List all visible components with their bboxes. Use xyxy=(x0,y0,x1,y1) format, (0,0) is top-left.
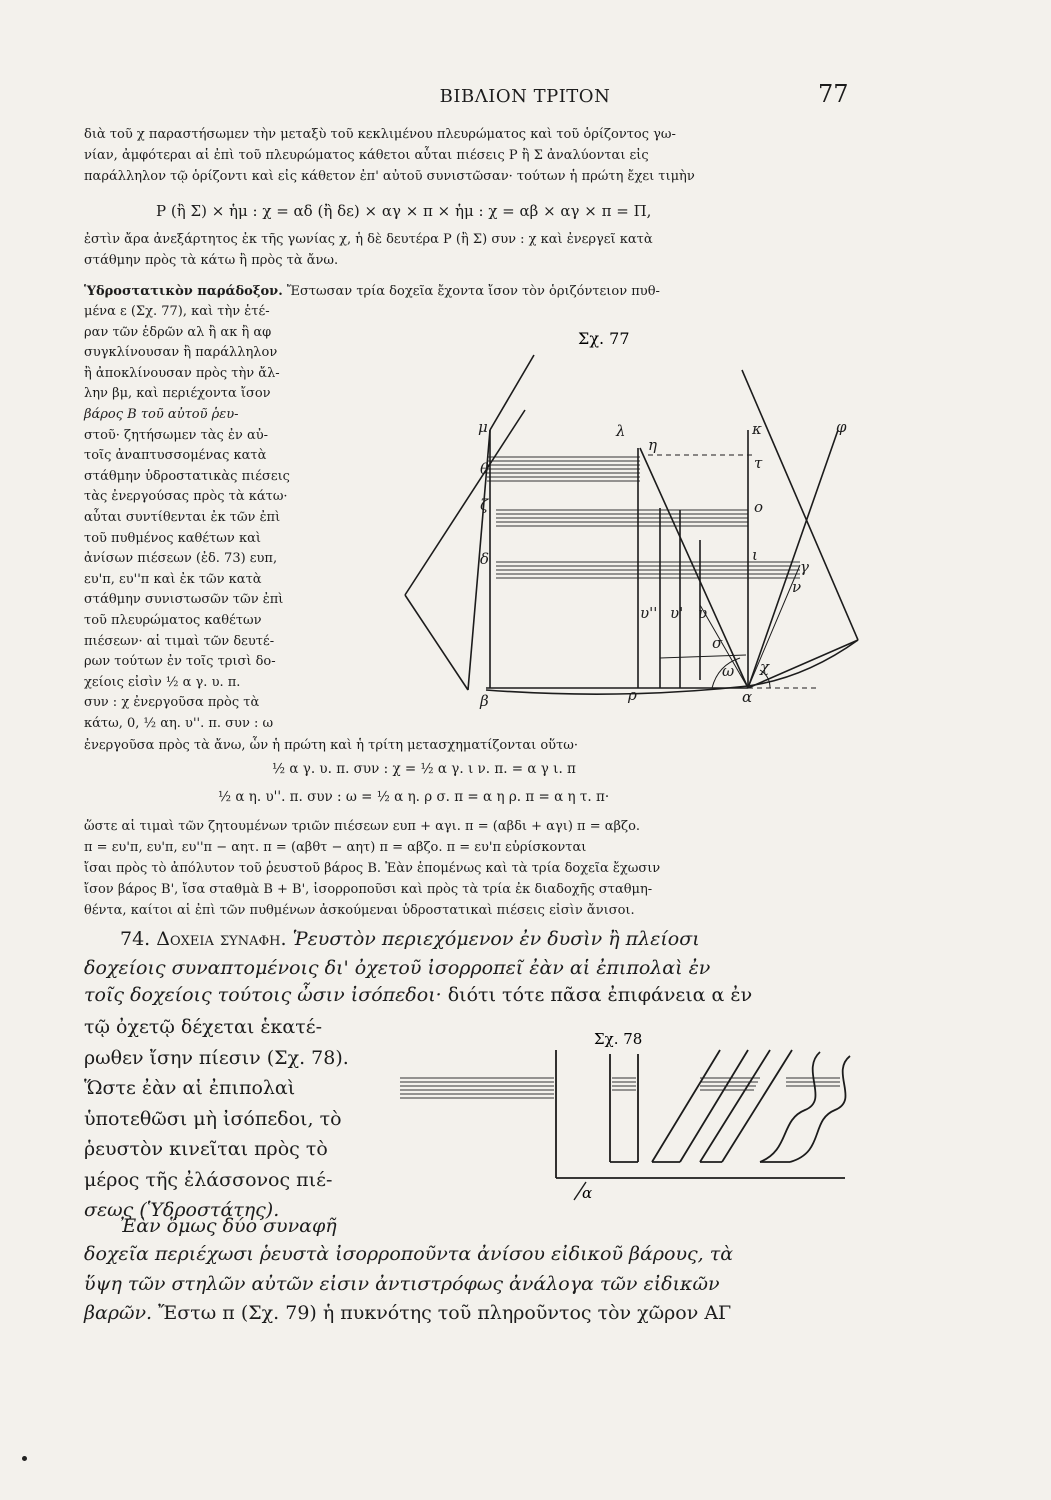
label-kappa: κ xyxy=(752,420,762,438)
text-line: π = ευ'π, ευ'π, ευ''π − αητ. π = (αβθτ − αητ) π = αβζο. π = ευ'π εὑρίσκονται xyxy=(84,840,587,855)
label-gamma: γ xyxy=(800,558,809,576)
label-eta: η xyxy=(648,436,657,454)
section-intro: Ἔστωσαν τρία δοχεῖα ἔχοντα ἴσον τὸν ὁριζόντειον πυθ- xyxy=(286,284,660,299)
text-line: τὰς ἐνεργούσας πρὸς τὰ κάτω· xyxy=(84,489,288,505)
label-theta: θ xyxy=(480,460,490,478)
label-sigma: σ xyxy=(712,634,723,652)
text-line: σεως (Ὑδροστάτης). xyxy=(84,1199,280,1221)
label-iota: ι xyxy=(752,546,758,564)
text-line: στοῦ· ζητήσωμεν τὰς ἐν αὐ- xyxy=(84,427,269,443)
paragraph-4 xyxy=(84,816,860,921)
text-line: παράλληλον τῷ ὁρίζοντι καὶ εἰς κάθετον ἐπ' αὐτοῦ συνιστῶσαν· τούτων ἡ πρώτη ἔχει τιμὴν xyxy=(84,169,695,184)
text-line: ρωθεν ἴσην πίεσιν (Σχ. 78). xyxy=(84,1046,349,1069)
paragraph-3 xyxy=(84,735,860,756)
label-nu: ν xyxy=(792,578,802,596)
label-omega: ω xyxy=(722,662,735,680)
text-line: νίαν, ἀμφότεραι αἱ ἐπὶ τοῦ πλευρώματος κάθετοι αὗται πιέσεις Ρ ἢ Σ ἀναλύονται εἰς xyxy=(84,148,649,163)
text-line: χείοις εἰσὶν ½ α γ. υ. π. xyxy=(84,674,241,690)
label-zeta: ζ xyxy=(480,496,489,514)
text-line: ῥευστὸν κινεῖται πρὸς τὸ xyxy=(84,1138,328,1160)
section-intro-line xyxy=(84,281,860,302)
running-header-title: ΒΙΒΛΙΟΝ ΤΡΙΤΟΝ xyxy=(439,86,611,107)
figure-78-label-alpha: α xyxy=(582,1184,593,1202)
section-74-last-start: Ἐὰν ὅμως δύο συναφῆ xyxy=(120,1215,337,1237)
equation-1: Ρ (ἢ Σ) × ἡμ : χ = αδ (ἢ δε) × αγ × π × ἡμ : χ = αβ × αγ × π = Π, xyxy=(156,202,652,220)
section-74-last-lines: δοχεῖα περιέχωσι ῥευστὰ ἰσορροποῦντα ἀνίσου εἰδικοῦ βάρους, τὰ ὕψη τῶν στηλῶν αὐτῶν εἰσιν ἀντιστρόφως ἀνάλογα τῶν εἰδικῶν βαρῶν. Ἔστω π (Σχ. 79) ἡ πυκνότης τοῦ πληροῦντος τὸν χῶρον ΑΓ xyxy=(84,1240,860,1329)
text-line: δοχεῖα περιέχωσι ῥευστὰ ἰσορροποῦντα ἀνίσου εἰδικοῦ βάρους, τὰ xyxy=(84,1243,734,1265)
section-74-title: Δοχεια συναφη. xyxy=(156,928,287,950)
page-number: 77 xyxy=(818,80,849,108)
label-delta: δ xyxy=(480,550,490,568)
figure-78-caption: Σχ. 78 xyxy=(594,1030,643,1048)
vessel-walls xyxy=(405,355,858,694)
label-upsilon-2: υ'' xyxy=(640,604,658,622)
section-74-line-1 xyxy=(120,926,860,953)
text-line: διὰ τοῦ χ παραστήσωμεν τὴν μεταξὺ τοῦ κεκλιμένου πλευρώματος καὶ τοῦ ὁρίζοντος γω- xyxy=(84,127,676,142)
text-line: ἴσαι πρὸς τὸ ἀπόλυτον τοῦ ῥευστοῦ βάρος Β. Ἐὰν ἑπομένως καὶ τὰ τρία δοχεῖα ἔχωσιν xyxy=(84,861,661,876)
figure-77 xyxy=(370,300,860,740)
text-line: ὥστε αἱ τιμαὶ τῶν ζητουμένων τριῶν πιέσεων ευπ + αγι. π = (αβδι + αγι) π = αβζο. xyxy=(84,819,641,834)
text-line: ὕψη τῶν στηλῶν αὐτῶν εἰσιν ἀντιστρόφως ἀνάλογα τῶν εἰδικῶν xyxy=(84,1272,720,1295)
text-line: ἐστὶν ἄρα ἀνεξάρτητος ἐκ τῆς γωνίας χ, ἡ δὲ δευτέρα Ρ (ἢ Σ) συν : χ καὶ ἐνεργεῖ κατὰ xyxy=(84,232,653,247)
text-line: λην βμ, καὶ περιέχοντα ἴσον xyxy=(84,386,271,402)
text-line: ὑποτεθῶσι μὴ ἰσόπεδοι, τὸ xyxy=(84,1107,342,1130)
page-speck xyxy=(22,1456,27,1461)
text-line: ευ'π, ευ''π καὶ ἐκ τῶν κατὰ xyxy=(84,571,262,587)
label-alpha: α xyxy=(742,688,753,706)
paragraph-2 xyxy=(84,229,860,271)
text-line: ρων τούτων ἐν τοῖς τρισὶ δο- xyxy=(84,654,276,670)
text-line: Ὥστε ἐὰν αἱ ἐπιπολαὶ xyxy=(84,1077,296,1099)
text-line: πιέσεων· αἱ τιμαὶ τῶν δευτέ- xyxy=(84,633,275,649)
text-line: τοῦ πυθμένος καθέτων καὶ xyxy=(84,530,261,546)
text-line: μένα ε (Σχ. 77), καὶ τὴν ἑτέ- xyxy=(84,304,270,319)
text-line: στάθμην πρὸς τὰ κάτω ἢ πρὸς τὰ ἄνω. xyxy=(84,253,339,268)
label-chi: χ xyxy=(760,658,770,676)
text-line: αὗται συντίθενται ἐκ τῶν ἐπὶ xyxy=(84,509,281,525)
label-lambda: λ xyxy=(616,422,626,440)
text-line: τοῦ πλευρώματος καθέτων xyxy=(84,612,262,628)
label-rho: ρ xyxy=(628,686,637,704)
section-74-theorem: Ῥευστὸν περιεχόμενον ἐν δυσὶν ἢ πλείοσι xyxy=(292,928,700,950)
label-omicron: ο xyxy=(754,498,764,516)
label-mu: μ xyxy=(478,418,488,436)
narrow-column-text xyxy=(84,302,364,734)
section-74-line-3: τοῖς δοχείοις τούτοις ὦσιν ἰσόπεδοι· διότι τότε πᾶσα ἐπιφάνεια α ἐν xyxy=(84,984,753,1006)
text-line: ἐνεργοῦσα πρὸς τὰ ἄνω, ὧν ἡ πρώτη καὶ ἡ τρίτη μετασχηματίζονται οὕτω· xyxy=(84,738,579,753)
text-line: στάθμην ὑδροστατικὰς πιέσεις xyxy=(84,468,290,484)
equation-2: ½ α γ. υ. π. συν : χ = ½ α γ. ι ν. π. = α γ ι. π xyxy=(272,761,576,777)
figure-77-caption: Σχ. 77 xyxy=(578,329,630,348)
label-tau: τ xyxy=(754,454,763,472)
text-line: στάθμην συνιστωσῶν τῶν ἐπὶ xyxy=(84,592,284,608)
label-beta: β xyxy=(480,692,489,710)
figure-78 xyxy=(390,1020,870,1220)
section-74-line-2: δοχείοις συναπτομένοις δι' ὀχετοῦ ἰσορροπεῖ ἐὰν αἱ ἐπιπολαὶ ἐν xyxy=(84,957,711,979)
text-line: ἢ ἀποκλίνουσαν πρὸς τὴν ἄλ- xyxy=(84,365,280,381)
text-line: τοῖς ἀναπτυσσομένας κατὰ xyxy=(84,448,267,464)
text-line: ἴσον βάρος Β', ἴσα σταθμὰ Β + Β', ἰσορροποῦσι καὶ πρὸς τὰ τρία ἐκ διαδοχῆς σταθμη- xyxy=(84,882,653,897)
label-upsilon: υ xyxy=(698,604,708,622)
text-line: ἀνίσων πιέσεων (ἐδ. 73) ευπ, xyxy=(84,551,278,567)
text-line: κάτω, 0, ½ αη. υ''. π. συν : ω xyxy=(84,715,274,731)
section-74-number: 74. xyxy=(120,928,151,950)
text-line: ραν τῶν ἑδρῶν αλ ἢ ακ ἢ αφ xyxy=(84,324,272,340)
section-heading: Ὑδροστατικὸν παράδοξον. xyxy=(84,284,283,299)
label-upsilon-1: υ' xyxy=(670,604,684,622)
paragraph-1 xyxy=(84,124,860,187)
text-line: συν : χ ἐνεργοῦσα πρὸς τὰ xyxy=(84,695,260,711)
equation-3: ½ α η. υ''. π. συν : ω = ½ α η. ρ σ. π = α η ρ. π = α η τ. π· xyxy=(218,789,610,805)
text-line: βάρος Β τοῦ αὐτοῦ ῥευ- xyxy=(84,406,239,422)
connected-vessels xyxy=(556,1050,850,1178)
section-74-narrow xyxy=(84,1012,374,1226)
text-line: θέντα, καίτοι αἱ ἐπὶ τῶν πυθμένων ἀσκούμεναι ὑδροστατικαὶ πιέσεις εἰσὶν ἄνισοι. xyxy=(84,903,635,918)
text-line: συγκλίνουσαν ἢ παράλληλον xyxy=(84,345,278,361)
label-phi: φ xyxy=(836,418,847,436)
water-hatching xyxy=(400,1078,840,1098)
text-line: τῷ ὀχετῷ δέχεται ἑκατέ- xyxy=(84,1016,323,1038)
text-line: μέρος τῆς ἐλάσσονος πιέ- xyxy=(84,1168,333,1191)
